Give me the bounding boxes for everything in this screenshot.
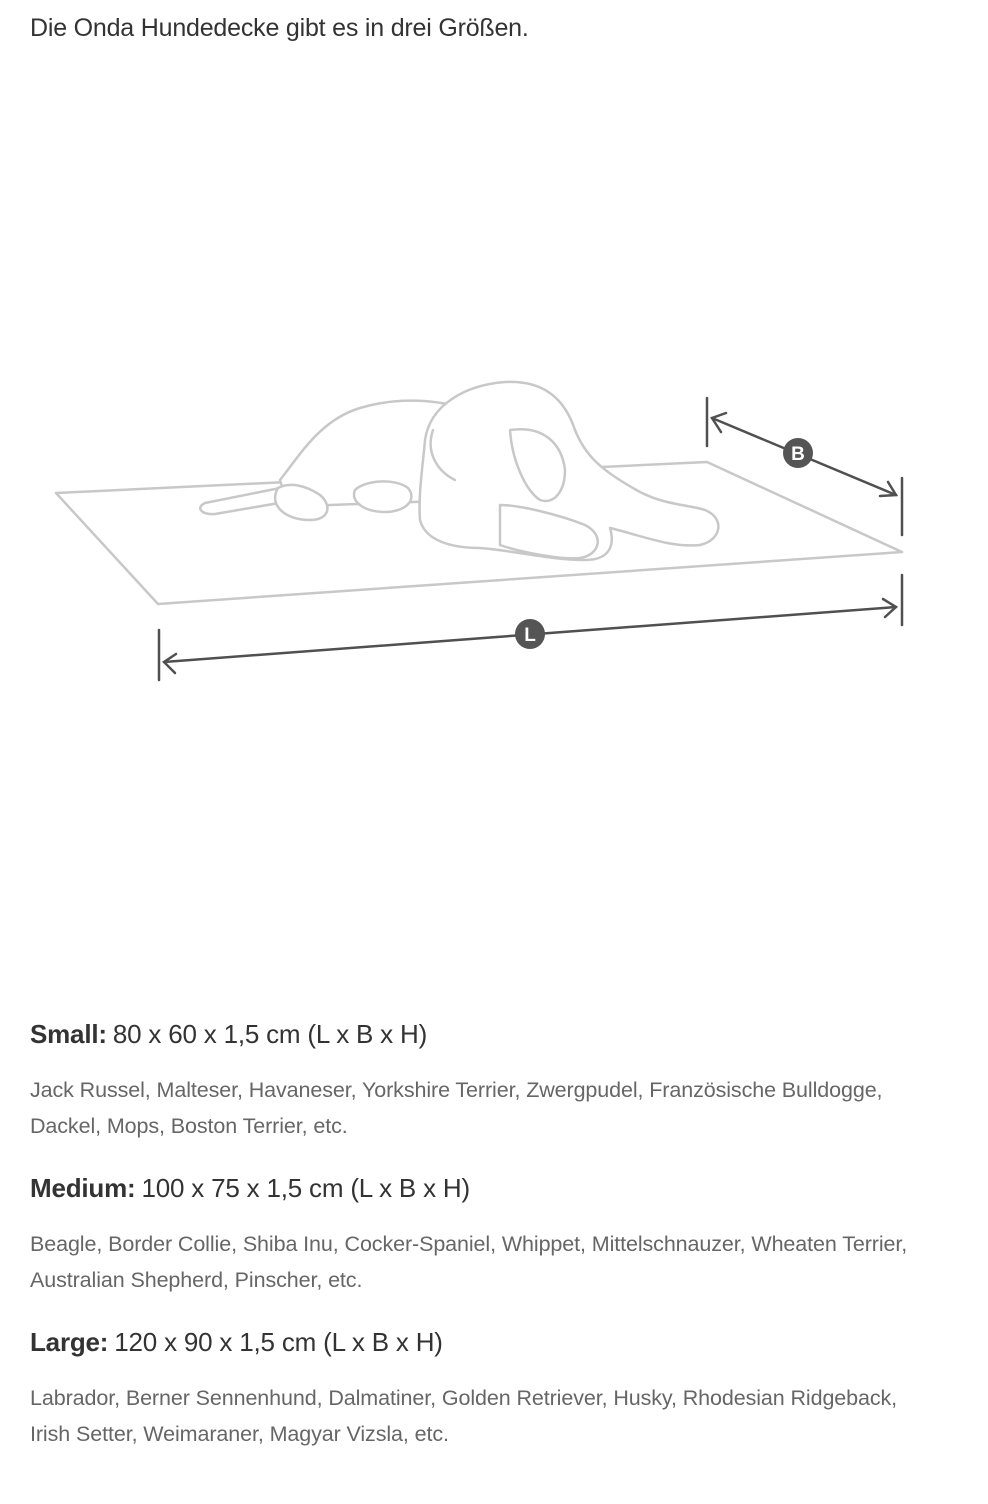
size-list [30, 1012, 930, 1474]
size-heading [30, 1166, 930, 1210]
length-marker [515, 619, 545, 649]
size-heading [30, 1012, 930, 1056]
size-label: Large: [30, 1327, 109, 1357]
size-label: Medium: [30, 1173, 136, 1203]
length-label: L [524, 625, 536, 646]
width-marker [783, 438, 813, 468]
breed-list: Labrador, Berner Sennenhund, Dalmatiner, Golden Retriever, Husky, Rhodesian Ridgeback, Irish Setter, Weimaraner, Magyar Vizsla, etc. [30, 1386, 898, 1446]
size-heading [30, 1320, 930, 1364]
size-dimensions: 120 x 90 x 1,5 cm (L x B x H) [114, 1327, 443, 1357]
breed-list: Jack Russel, Malteser, Havaneser, Yorkshire Terrier, Zwergpudel, Französische Bulldogge, Dackel, Mops, Boston Terrier, etc. [30, 1078, 883, 1138]
size-dimensions: 80 x 60 x 1,5 cm (L x B x H) [112, 1019, 428, 1049]
width-label: B [791, 444, 805, 465]
size-label: Small: [30, 1019, 107, 1049]
intro-text: Die Onda Hundedecke gibt es in drei Größen. [30, 14, 529, 42]
size-large [30, 1320, 930, 1452]
blanket-size-diagram [0, 370, 988, 700]
breed-list: Beagle, Border Collie, Shiba Inu, Cocker-Spaniel, Whippet, Mittelschnauzer, Wheaten Terrier, Australian Shepherd, Pinscher, etc. [30, 1232, 908, 1292]
dog-illustration [200, 382, 718, 560]
size-small [30, 1012, 930, 1144]
size-medium [30, 1166, 930, 1298]
size-dimensions: 100 x 75 x 1,5 cm (L x B x H) [141, 1173, 470, 1203]
